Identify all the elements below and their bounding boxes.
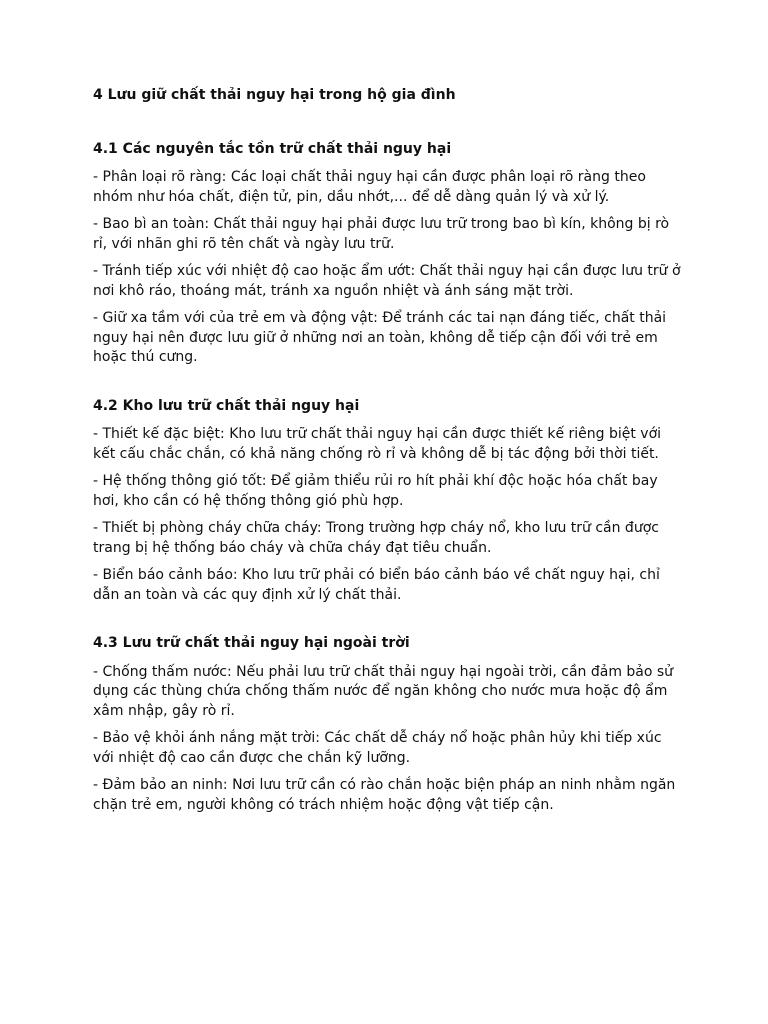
section-heading: 4.1 Các nguyên tắc tồn trữ chất thải nguy hại [93,140,452,157]
document-title: 4 Lưu giữ chất thải nguy hại trong hộ gia đình [93,87,456,103]
paragraph: - Chống thấm nước: Nếu phải lưu trữ chất thải nguy hại ngoài trời, cần đảm bảo sử dụng các thùng chứa chống thấm nước để ngăn không cho nước mưa hoặc độ ẩm xâm nhập, gây rò rỉ. [93,663,674,719]
paragraph: - Biển báo cảnh báo: Kho lưu trữ phải có biển báo cảnh báo về chất nguy hại, chỉ dẫn an toàn và các quy định xử lý chất thải. [93,567,660,603]
section-4-1 [93,140,683,368]
section-4-3 [93,634,683,815]
paragraph: - Thiết bị phòng cháy chữa cháy: Trong trường hợp cháy nổ, kho lưu trữ cần được trang bị hệ thống báo cháy và chữa cháy đạt tiêu chuẩn. [93,520,659,556]
section-4-2 [93,397,683,606]
paragraph: - Đảm bảo an ninh: Nơi lưu trữ cần có rào chắn hoặc biện pháp an ninh nhằm ngăn chặn trẻ em, người không có trách nhiệm hoặc động vật tiếp cận. [93,777,676,813]
section-heading: 4.3 Lưu trữ chất thải nguy hại ngoài trời [93,635,410,651]
paragraph: - Bao bì an toàn: Chất thải nguy hại phải được lưu trữ trong bao bì kín, không bị rò rỉ, với nhãn ghi rõ tên chất và ngày lưu trữ. [93,216,670,252]
paragraph: - Bảo vệ khỏi ánh nắng mặt trời: Các chất dễ cháy nổ hoặc phân hủy khi tiếp xúc với nhiệt độ cao cần được che chắn kỹ lưỡng. [93,730,662,766]
paragraph: - Hệ thống thông gió tốt: Để giảm thiểu rủi ro hít phải khí độc hoặc hóa chất bay hơi, kho cần có hệ thống thông gió phù hợp. [93,473,658,509]
paragraph: - Giữ xa tầm với của trẻ em và động vật: Để tránh các tai nạn đáng tiếc, chất thải nguy hại nên được lưu giữ ở những nơi an toàn, không dễ tiếp cận đối với trẻ em hoặc thú cưng. [93,310,667,365]
document-page [93,86,683,823]
paragraph: - Phân loại rõ ràng: Các loại chất thải nguy hại cần được phân loại rõ ràng theo nhóm như hóa chất, điện tử, pin, dầu nhớt,... để dễ dàng quản lý và xử lý. [93,169,646,205]
section-heading: 4.2 Kho lưu trữ chất thải nguy hại [93,397,360,414]
paragraph: - Thiết kế đặc biệt: Kho lưu trữ chất thải nguy hại cần được thiết kế riêng biệt với kết cấu chắc chắn, có khả năng chống rò rỉ và không dễ bị tác động bởi thời tiết. [93,426,662,462]
paragraph: - Tránh tiếp xúc với nhiệt độ cao hoặc ẩm ướt: Chất thải nguy hại cần được lưu trữ ở nơi khô ráo, thoáng mát, tránh xa nguồn nhiệt và ánh sáng mặt trời. [93,263,681,299]
